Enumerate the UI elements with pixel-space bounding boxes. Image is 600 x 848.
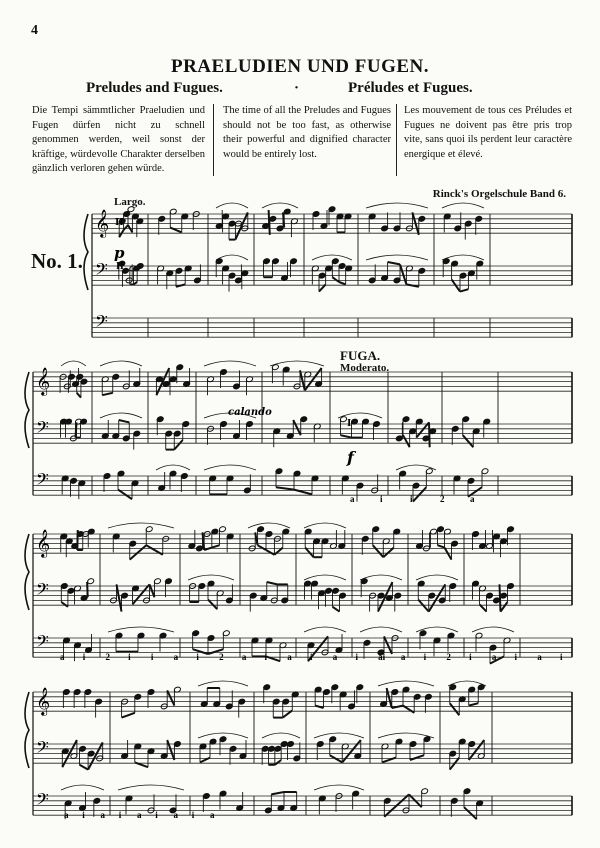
slur [108, 523, 174, 528]
manual-marking: I [347, 417, 352, 429]
pedal-mark: a [287, 652, 292, 662]
pedal-mark: 2 [219, 652, 224, 662]
beam [383, 548, 394, 558]
pedal-mark: a [350, 494, 355, 504]
beam [341, 435, 352, 437]
treble-clef-icon: 𝄞 [36, 687, 51, 715]
treble-clef-icon: 𝄞 [36, 367, 51, 395]
slur [188, 575, 234, 580]
beam [193, 649, 208, 654]
pedal-mark: a [60, 652, 65, 662]
beam [330, 755, 343, 762]
pedal-mark: a [210, 810, 215, 820]
pedal-mark: a [137, 810, 142, 820]
slur [304, 575, 346, 580]
slur [304, 627, 346, 632]
piece-number: No. 1. [31, 249, 83, 273]
beam [305, 548, 313, 558]
pedal-mark: a [100, 810, 105, 820]
preface-french: Les mouvement de tous ces Préludes et Fugues ne doivent pas être pris trop vite, sans quoi ils perdent leur caractère energique et élevé. [404, 105, 572, 160]
pedal-mark: i [118, 810, 122, 820]
beam [118, 490, 132, 500]
slur [61, 785, 104, 790]
slur [442, 203, 484, 208]
tempo-largo: Largo. [114, 196, 146, 208]
beam [463, 435, 474, 447]
slur [100, 361, 142, 366]
beam [76, 422, 77, 437]
beam [501, 602, 508, 612]
manual-marking: II [116, 261, 124, 272]
beam [293, 420, 301, 435]
bass-clef-icon: 𝄢 [95, 259, 108, 283]
beam [266, 550, 274, 555]
beam [167, 690, 174, 705]
treble-clef-icon: 𝄞 [36, 529, 51, 557]
bass-clef-icon: 𝄢 [36, 469, 49, 493]
pedal-mark: a [173, 810, 178, 820]
beam [176, 284, 185, 286]
slur [204, 361, 256, 366]
pedal-mark: i [560, 652, 563, 662]
bass-clef-icon: 𝄢 [36, 631, 49, 655]
beam [174, 440, 183, 450]
dynamic-piano: p [114, 244, 125, 262]
beam [77, 530, 78, 550]
beam [403, 435, 410, 447]
beam [413, 487, 426, 501]
beam [315, 706, 323, 708]
bass-clef-icon: 𝄢 [36, 737, 49, 761]
subtitle-english: Preludes and Fugues. [86, 80, 223, 96]
beam [429, 422, 430, 447]
slur [360, 627, 402, 632]
slur [396, 465, 436, 470]
slur [312, 255, 352, 260]
pedal-mark: i [310, 652, 313, 662]
dynamics [114, 216, 357, 467]
beam [400, 264, 406, 284]
beam [117, 584, 122, 611]
beam [500, 584, 501, 611]
beam [212, 545, 220, 547]
pedal-mark: i [423, 652, 427, 662]
subtitle-french: Préludes et Fugues. [348, 80, 473, 96]
slur [100, 413, 142, 418]
slur [304, 523, 346, 528]
pedal-mark: i [264, 652, 268, 662]
brace [25, 372, 29, 448]
slur [472, 627, 514, 632]
manual-marking: II [115, 216, 124, 228]
beam [392, 706, 403, 708]
beam [61, 602, 68, 607]
beam [271, 792, 284, 794]
slur [262, 733, 300, 738]
pedal-mark: i [514, 652, 518, 662]
pedal-mark: i [191, 810, 195, 820]
beam [410, 755, 424, 760]
fuga-title: FUGA. [340, 348, 381, 363]
beam [332, 277, 339, 282]
beam [464, 807, 477, 819]
beam [438, 545, 445, 547]
page-number: 4 [31, 23, 38, 38]
beam [373, 545, 384, 557]
beam [406, 284, 418, 286]
pedal-mark: 2 [446, 652, 451, 662]
slur [314, 785, 364, 790]
pedal-mark: a [64, 810, 69, 820]
slur [216, 203, 248, 208]
beam [450, 703, 460, 715]
slur [108, 627, 174, 632]
beam [387, 688, 392, 708]
pedal-mark: i [82, 652, 86, 662]
beam [305, 368, 322, 390]
treble-clef-icon: 𝄞 [95, 209, 110, 237]
slur [198, 681, 248, 686]
notation [59, 203, 514, 819]
beam [269, 210, 270, 235]
beam [122, 713, 135, 718]
pedal-mark: 2 [440, 494, 445, 504]
beam [167, 740, 174, 760]
pedal-mark: i [150, 652, 154, 662]
brace [25, 534, 29, 610]
pedal-mark: a [332, 652, 338, 662]
beam [80, 765, 89, 770]
beam [339, 282, 346, 284]
beam [208, 600, 217, 610]
system-4 [25, 687, 572, 815]
beam [267, 582, 278, 584]
pedal-mark: i [355, 652, 358, 662]
brace [25, 692, 29, 768]
tempo-moderato: Moderato. [340, 362, 390, 374]
bass-clef-icon: 𝄢 [36, 579, 49, 603]
beam [119, 230, 123, 237]
expression-calando: calando [228, 407, 272, 418]
pedal-mark: a [173, 652, 179, 662]
beam [130, 545, 147, 559]
beam [342, 740, 361, 762]
slur [314, 733, 364, 738]
pedal-mark: a [400, 652, 406, 662]
beam [388, 262, 400, 264]
pedal-mark: i [469, 652, 472, 662]
dynamic-forte: f [347, 448, 354, 467]
preface-english: The time of all the Preludes and Fugues should not be too fast, as otherwise their powerful and dignified character would be entirely lost. [223, 105, 391, 160]
slur [118, 785, 184, 790]
bass-clef-icon: 𝄢 [36, 417, 49, 441]
page-title: PRAELUDIEN UND FUGEN. [170, 56, 430, 77]
slur [61, 361, 86, 366]
slur [156, 465, 190, 470]
subtitle-separator: · [294, 80, 300, 96]
beam [258, 545, 266, 550]
beam [119, 420, 130, 422]
beam [283, 212, 284, 227]
bass-clef-icon: 𝄢 [36, 789, 49, 813]
pedal-mark: a [491, 652, 497, 662]
slur [378, 681, 434, 686]
slur [262, 203, 298, 208]
beam [102, 393, 113, 395]
beam [87, 582, 88, 597]
pedal-mark: i [410, 494, 413, 504]
bass-clef-icon: 𝄢 [95, 311, 108, 335]
pedal-mark: i [155, 810, 158, 820]
staff-lines [25, 209, 572, 815]
pedal-mark: 2 [105, 652, 110, 662]
beam [77, 393, 81, 398]
slur [366, 203, 428, 208]
pedal-mark: a [241, 652, 247, 662]
beam [460, 289, 468, 291]
beam [134, 282, 138, 284]
pedal-mark: ai [378, 652, 386, 662]
pedal-mark: a [537, 652, 542, 662]
pedal-mark: i [196, 652, 199, 662]
pedal-mark: i [128, 652, 131, 662]
beam [300, 370, 305, 390]
pedal-mark: a [470, 494, 475, 504]
brace [84, 214, 88, 290]
slur [366, 255, 428, 260]
beam [275, 760, 281, 765]
beam [333, 607, 340, 612]
slur [204, 465, 256, 470]
preface-german: Die Tempi sämmtlicher Praeludien und Fugen dürfen nicht zu schnell genommen werden, weil sonst der kräftige, würdevolle Charakter derselben gänzlich verloren gehen würde. [32, 105, 205, 174]
source-credit: Rinck's Orgelschule Band 6. [432, 188, 566, 200]
beam [276, 487, 294, 489]
beam [469, 703, 479, 705]
slur [248, 523, 290, 528]
slur [338, 413, 382, 418]
pedal-mark: i [380, 494, 383, 504]
beam [204, 548, 212, 550]
pedal-mark: i [82, 810, 85, 820]
slur [416, 575, 458, 580]
